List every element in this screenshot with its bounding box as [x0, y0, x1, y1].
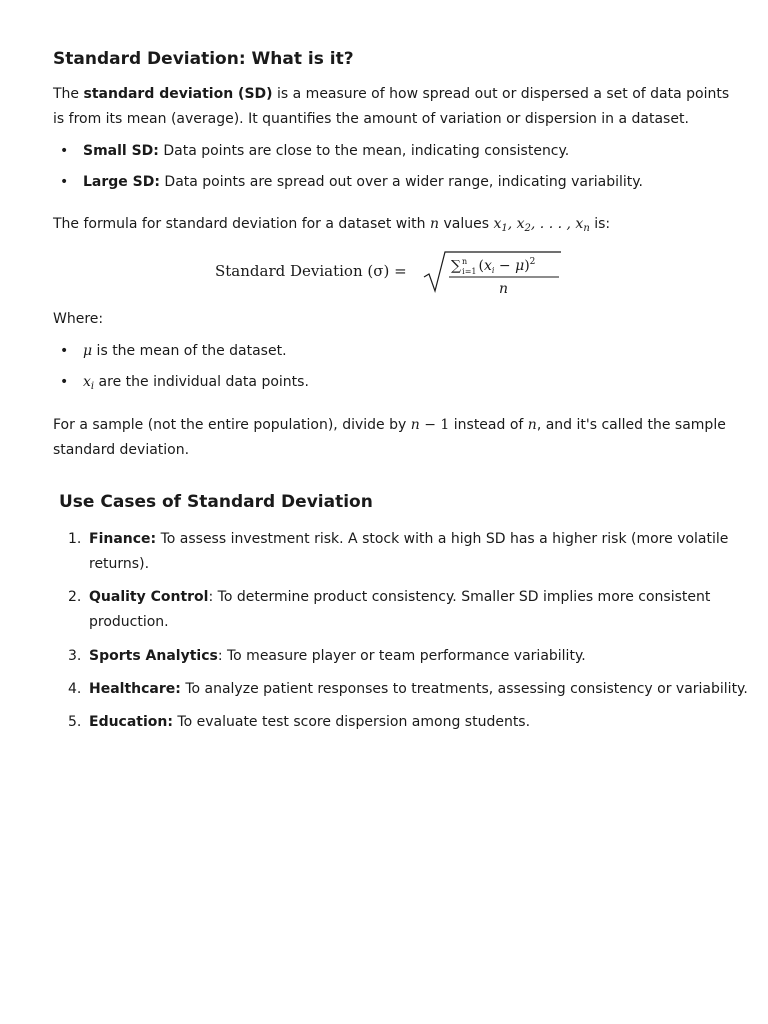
item-title: Quality Control	[89, 589, 209, 605]
item-number: 5.	[68, 714, 82, 730]
item-number: 1.	[68, 531, 82, 547]
formula-label: Standard Deviation (σ) =	[215, 262, 407, 280]
item-title: Finance:	[89, 531, 157, 547]
where-text: is the mean of the dataset.	[92, 343, 287, 359]
formula-intro-pre: The formula for standard deviation for a dataset with	[53, 216, 430, 232]
bullet-dot: •	[60, 174, 69, 190]
item-title: Education:	[89, 714, 173, 730]
item-number: 2.	[68, 589, 82, 605]
item-title: Healthcare:	[89, 681, 181, 697]
bullet-dot: •	[60, 143, 69, 159]
intro-pre: The	[53, 86, 84, 102]
bullet-dot: •	[60, 343, 69, 359]
formula-numerator: ∑$^n$ i=1 $(x_i - \mu)^2$	[451, 257, 536, 276]
intro-paragraph	[53, 82, 733, 132]
bullet-text: Data points are spread out over a wider range, indicating variability.	[159, 174, 644, 190]
item-text: : To measure player or team performance variability.	[217, 648, 586, 664]
where-label: Where:	[53, 311, 104, 327]
formula-intro	[53, 212, 733, 237]
formula-intro-mid: values	[439, 216, 494, 232]
item-text: To analyze patient responses to treatments, assessing consistency or variability.	[180, 681, 748, 697]
bullet-dot: •	[60, 374, 69, 390]
formula-denominator: n	[499, 281, 509, 297]
symbol-xi: $x_i$	[83, 374, 95, 392]
use-cases-heading: Use Cases of Standard Deviation	[59, 492, 373, 512]
intro-bold-term: standard deviation (SD)	[83, 86, 273, 102]
sample-note	[53, 413, 733, 463]
formula-intro-post: is:	[589, 216, 611, 232]
where-text: are the individual data points.	[94, 374, 309, 390]
item-title: Sports Analytics	[89, 648, 218, 664]
var-list: $x_1$, $x_2$, . . . , $x_n$	[493, 216, 590, 234]
radical-expression	[421, 249, 571, 299]
page-title: Standard Deviation: What is it?	[53, 49, 354, 69]
bullet-bold: Large SD:	[83, 174, 160, 190]
item-text: : To determine product consistency. Smaller SD implies more consistent production.	[89, 589, 711, 630]
item-text: To evaluate test score dispersion among students.	[172, 714, 531, 730]
intro-post: is a measure of how spread out or dispersed a set of data points is from its mean (average). It quantifies the amount of variation or dispersion in a dataset.	[53, 86, 730, 127]
item-text: To assess investment risk. A stock with a high SD has a higher risk (more volatile returns).	[89, 531, 729, 572]
symbol-mu: μ	[83, 343, 93, 359]
bullet-bold: Small SD:	[83, 143, 159, 159]
item-number: 4.	[68, 681, 82, 697]
sample-mid: instead of	[449, 417, 528, 433]
expr-n-minus-1: n − 1	[410, 417, 450, 433]
var-n: n	[429, 216, 439, 232]
sample-post: , and it's called the sample standard deviation.	[53, 417, 726, 458]
item-number: 3.	[68, 648, 82, 664]
sample-pre: For a sample (not the entire population), divide by	[53, 417, 411, 433]
bullet-text: Data points are close to the mean, indicating consistency.	[158, 143, 570, 159]
var-n: n	[527, 417, 537, 433]
